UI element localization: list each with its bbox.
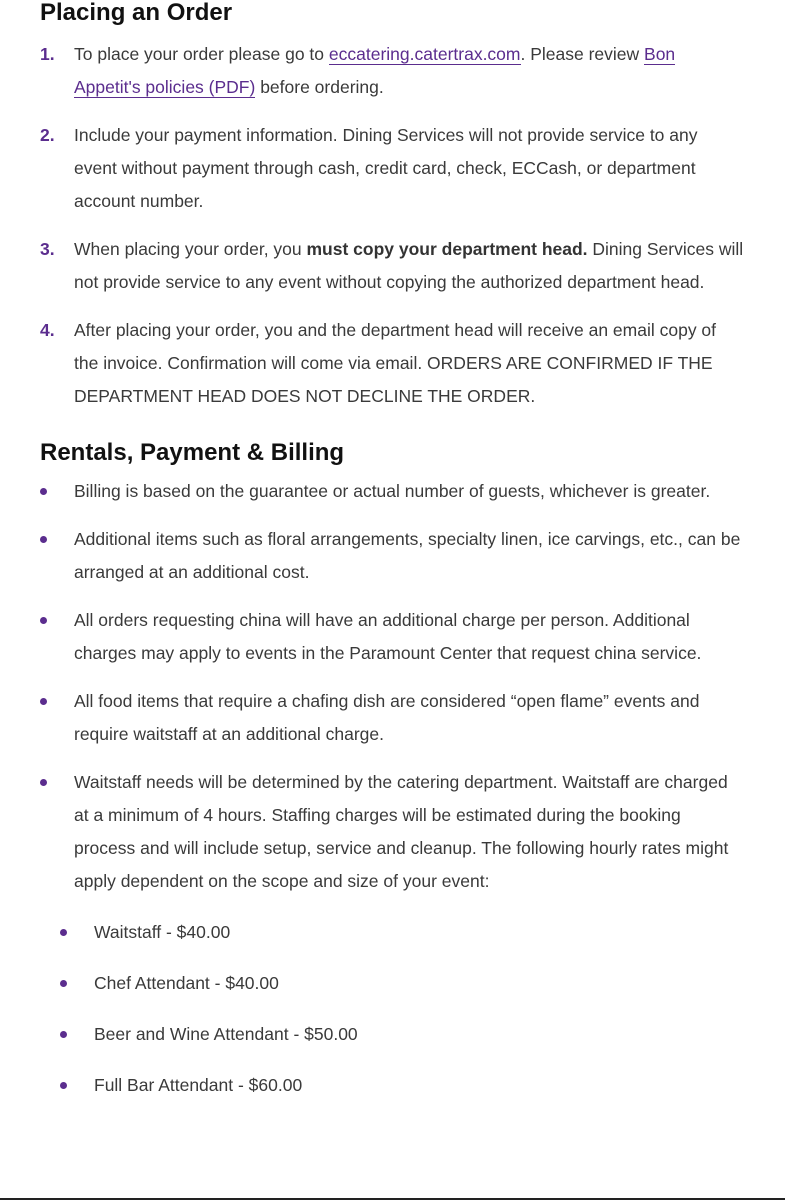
rate-item [40,967,745,1000]
step-text: Include your payment information. Dining Services will not provide service to any event without payment through cash, credit card, check, ECCash, or department account number. [74,125,698,211]
rate-text: Full Bar Attendant - $60.00 [94,1075,303,1095]
rate-item [40,916,745,949]
rentals-list [40,475,745,1102]
bullet-icon [60,929,67,936]
policies-pdf-link[interactable]: Bon Appetit's policies (PDF) [74,44,676,97]
hourly-rates-list [40,916,745,1102]
list-item-text: All orders requesting china will have an additional charge per person. Additional charges may apply to events in the Paramount Center that request china service. [74,610,702,663]
catertrax-link[interactable]: eccatering.catertrax.com [328,44,521,64]
step-text: Dining Services will not provide service to any event without copying the authorized department head. [74,239,744,292]
rate-text: Chef Attendant - $40.00 [94,973,279,993]
bullet-icon [40,536,47,543]
bullet-icon [40,488,47,495]
list-item-text: Billing is based on the guarantee or actual number of guests, whichever is greater. [74,481,711,501]
step-number: 1. [40,44,55,64]
bullet-icon [40,617,47,624]
step-bold-text: must copy your department head. [306,239,588,259]
rate-item [40,1018,745,1051]
step-text: When placing your order, you [74,239,307,259]
list-item [40,604,745,670]
step-text: After placing your order, you and the department head will receive an email copy of the invoice. Confirmation will come via email. ORDERS ARE CONFIRMED IF THE DEPARTMENT HEAD DOES NOT DECLINE THE ORDER. [74,320,717,406]
list-item-text: Waitstaff needs will be determined by the catering department. Waitstaff are charged at a minimum of 4 hours. Staffing charges will be estimated during the booking process and will include setup, service and cleanup. The following hourly rates might apply dependent on the scope and size of your event: [74,772,729,891]
bullet-icon [60,1031,67,1038]
list-item [40,475,745,508]
bullet-icon [40,779,47,786]
order-step-2 [40,119,745,218]
step-number: 3. [40,239,55,259]
list-item [40,766,745,1102]
step-text: . Please review [520,44,645,64]
bullet-icon [60,1082,67,1089]
order-steps-list [40,38,745,413]
rentals-heading: Rentals, Payment & Billing [40,439,345,466]
step-text: before ordering. [255,77,384,97]
placing-order-heading: Placing an Order [40,0,233,26]
list-item-text: Additional items such as floral arrangements, specialty linen, ice carvings, etc., can be arranged at an additional cost. [74,529,741,582]
rate-text: Beer and Wine Attendant - $50.00 [94,1024,358,1044]
step-text: To place your order please go to [74,44,329,64]
order-step-1 [40,38,745,104]
step-number: 2. [40,125,55,145]
list-item [40,685,745,751]
rate-text: Waitstaff - $40.00 [94,922,231,942]
step-number: 4. [40,320,55,340]
list-item [40,523,745,589]
order-step-4 [40,314,745,413]
bullet-icon [40,698,47,705]
bullet-icon [60,980,67,987]
rate-item [40,1069,745,1102]
list-item-text: All food items that require a chafing dish are considered “open flame” events and require waitstaff at an additional charge. [74,691,700,744]
order-step-3 [40,233,745,299]
page-content [40,0,745,1120]
